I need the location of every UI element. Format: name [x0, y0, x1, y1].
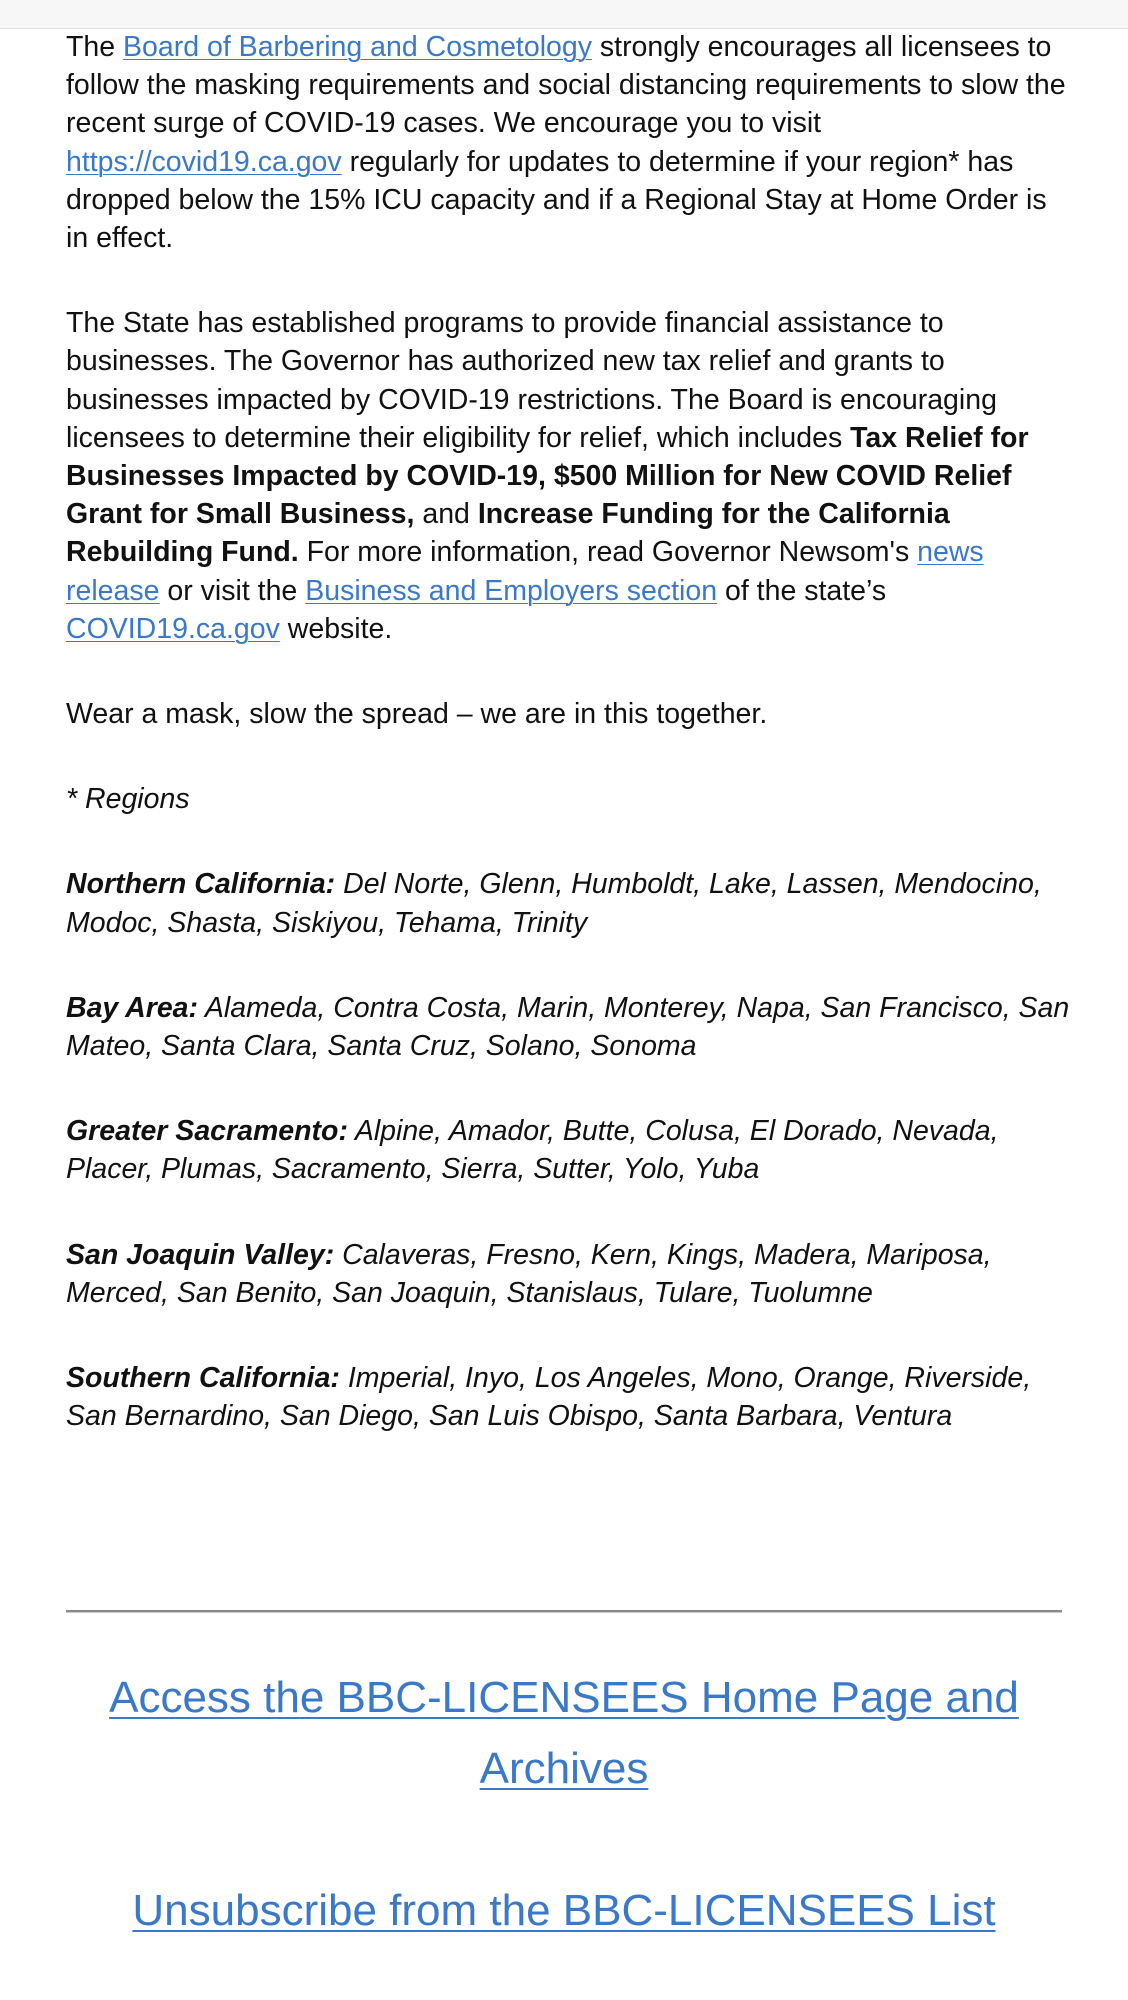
region-counties: Del Norte, Glenn, Humboldt, Lake, Lassen, Mendocino, Modoc, Shasta, Siskiyou, Tehama, Trinity — [66, 868, 1042, 939]
region-southern-california — [66, 1359, 1076, 1435]
para2-text-1: The State has established programs to provide financial assistance to businesses. The Governor has authorized new tax relief and grants to businesses impacted by COVID-19 restrictions. The Board is encouraging licensees to determine their eligibility for relief, which includes — [66, 307, 997, 454]
business-employers-link[interactable]: Business and Employers section — [305, 574, 718, 607]
covid19-site-link[interactable]: https://covid19.ca.gov — [66, 145, 342, 178]
footer-home-section — [66, 1662, 1062, 1804]
region-northern-california — [66, 865, 1076, 941]
region-name: San Joaquin Valley: — [66, 1238, 335, 1271]
home-page-archives-link[interactable]: Access the BBC-LICENSEES Home Page and Archives — [109, 1673, 1019, 1793]
email-body — [66, 28, 1076, 1482]
unsubscribe-link[interactable]: Unsubscribe from the BBC-LICENSEES List — [132, 1886, 996, 1935]
region-bay-area — [66, 989, 1076, 1065]
para1-text-1: The — [66, 31, 124, 63]
para1-text-3: regularly for updates to determine if your region* has dropped below the 15% ICU capacity and if a Regional Stay at Home Order is in effect. — [66, 145, 1047, 255]
board-announcement-paragraph — [66, 28, 1076, 257]
board-link[interactable]: Board of Barbering and Cosmetology — [123, 31, 592, 63]
covid19-ca-gov-link[interactable]: COVID19.ca.gov — [66, 612, 280, 645]
region-counties: Imperial, Inyo, Los Angeles, Mono, Orange, Riverside, San Bernardino, San Diego, San Luis Obispo, Santa Barbara, Ventura — [66, 1362, 1032, 1433]
relief-programs-bold-1: Tax Relief for Businesses Impacted by COVID-19, $500 Million for New COVID Relief Grant for Small Business, — [66, 421, 1029, 531]
para2-text-3: For more information, read Governor Newsom's — [298, 536, 918, 569]
para2-text-6: website. — [279, 612, 393, 645]
region-name: Southern California: — [66, 1362, 340, 1395]
region-greater-sacramento — [66, 1112, 1076, 1188]
horizontal-divider — [66, 1610, 1062, 1613]
region-name: Northern California: — [66, 868, 336, 901]
para2-text-5: of the state’s — [717, 574, 887, 607]
relief-programs-bold-2: Increase Funding for the California Rebuilding Fund. — [66, 498, 950, 569]
financial-assistance-paragraph — [66, 304, 1076, 648]
para2-text-4: or visit the — [159, 574, 306, 607]
region-counties: Alpine, Amador, Butte, Colusa, El Dorado, Nevada, Placer, Plumas, Sacramento, Sierra, Sutter, Yolo, Yuba — [66, 1115, 999, 1186]
footer-unsubscribe-section — [66, 1875, 1062, 1946]
region-name: Greater Sacramento: — [66, 1115, 348, 1148]
region-counties: Calaveras, Fresno, Kern, Kings, Madera, Mariposa, Merced, San Benito, San Joaquin, Stanislaus, Tulare, Tuolumne — [66, 1238, 992, 1309]
region-san-joaquin-valley — [66, 1236, 1076, 1312]
regions-heading: * Regions — [66, 783, 190, 816]
mask-message: Wear a mask, slow the spread – we are in this together. — [66, 698, 768, 731]
region-name: Bay Area: — [66, 991, 199, 1024]
para1-text-2: strongly encourages all licensees to follow the masking requirements and social distancing requirements to slow the recent surge of COVID-19 cases. We encourage you to visit — [66, 31, 1066, 140]
region-counties: Alameda, Contra Costa, Marin, Monterey, Napa, San Francisco, San Mateo, Santa Clara, Santa Cruz, Solano, Sonoma — [66, 991, 1070, 1063]
browser-top-bar — [0, 0, 1128, 29]
para2-text-2: and — [414, 498, 478, 531]
news-release-link[interactable]: news release — [66, 536, 984, 607]
